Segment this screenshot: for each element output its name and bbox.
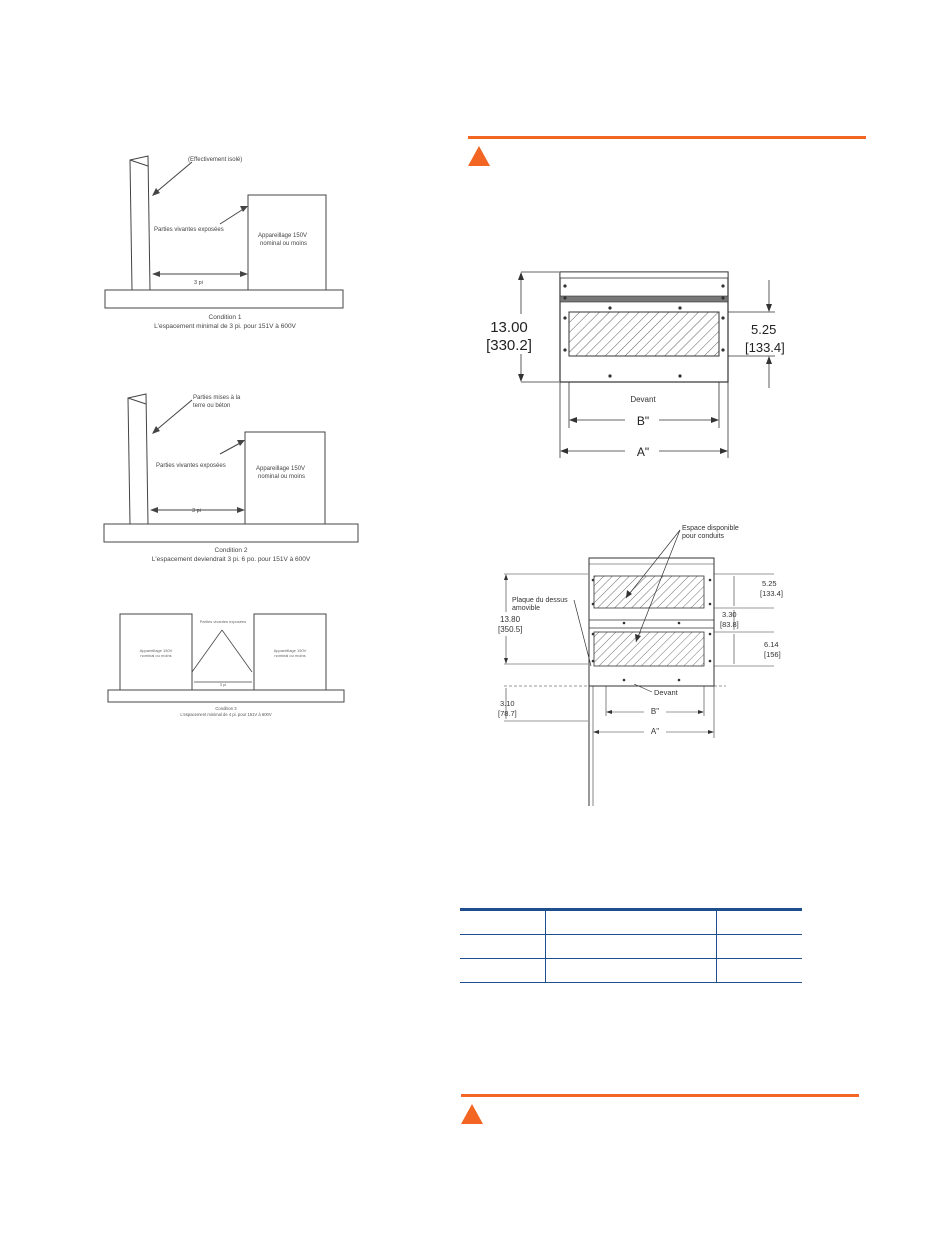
drawing-1-height-dim-mm: [330.2] <box>486 337 532 354</box>
drawing-2-dim-a: A" <box>650 727 660 736</box>
condition-3-diagram <box>106 610 348 720</box>
drawing-2-dim-3: 6.14 <box>764 640 779 649</box>
condition-3-equipment-right-line-1: Appareillage 150V <box>273 648 307 653</box>
drawing-1-dim-b: B" <box>636 414 650 428</box>
drawing-1-height-dim: 13.00 <box>490 319 528 336</box>
condition-2-live-parts: Parties vivantes exposées <box>156 463 226 469</box>
condition-1-diagram <box>100 148 350 338</box>
condition-1-caption-title: Condition 1 <box>208 314 242 321</box>
drawing-2-plate-label-line-2: amovible <box>512 605 541 612</box>
drawing-2-conduit-label-line-2: pour conduits <box>682 533 725 540</box>
condition-1-equipment-line-1: Appareillage 150V <box>258 233 308 239</box>
table-row <box>460 959 802 983</box>
condition-3-equipment-left-line-1: Appareillage 150V <box>139 648 173 653</box>
condition-1-top-label: (Effectivement isolé) <box>188 157 243 163</box>
warning-rule-top <box>468 136 866 139</box>
drawing-2-bottom-dim-mm: [78.7] <box>498 709 517 718</box>
condition-2-diagram <box>100 388 362 568</box>
condition-1-live-parts: Parties vivantes exposées <box>154 227 224 233</box>
warning-rule-bottom <box>461 1094 859 1097</box>
enclosure-double-view-drawing <box>494 516 804 808</box>
drawing-1-front-label: Devant <box>630 395 656 404</box>
drawing-2-dim-1: 5.25 <box>762 579 777 588</box>
condition-1-equipment-line-2: nominal ou moins <box>260 241 308 247</box>
condition-2-caption-title: Condition 2 <box>214 547 248 554</box>
condition-2-top-label-line-2: terre ou béton <box>193 403 231 409</box>
dimensions-table <box>460 908 802 983</box>
drawing-2-height-dim-mm: [350.5] <box>498 625 523 634</box>
drawing-2-dim-b: B" <box>650 707 660 716</box>
drawing-2-plate-label-line-1: Plaque du dessus <box>512 597 568 604</box>
drawing-2-dim-2: 3.30 <box>722 610 737 619</box>
condition-2-distance: 3 pi <box>192 508 201 514</box>
condition-2-equipment-line-2: nominal ou moins <box>258 474 306 480</box>
condition-3-distance: 3 pi <box>219 682 227 687</box>
drawing-1-dim-a: A" <box>636 445 650 459</box>
warning-icon-top <box>468 146 490 166</box>
drawing-2-dim-2-mm: [83.8] <box>720 620 739 629</box>
drawing-2-height-dim: 13.80 <box>500 615 521 624</box>
condition-3-caption-title: Condition 3 <box>215 706 237 711</box>
condition-3-equipment-right-line-2: nominal ou moins <box>274 653 306 658</box>
drawing-2-bottom-dim: 3.10 <box>500 699 515 708</box>
condition-2-equipment-line-1: Appareillage 150V <box>256 466 306 472</box>
drawing-2-dim-3-mm: [156] <box>764 650 781 659</box>
drawing-2-dim-1-mm: [133.4] <box>760 589 783 598</box>
condition-3-caption-text: L'espacement minimal de 4 pi. pour 151V à 600V <box>180 712 272 717</box>
condition-3-live-parts: Parties vivantes exposées <box>199 619 247 624</box>
condition-1-caption-text: L'espacement minimal de 3 pi. pour 151V à 600V <box>154 323 296 330</box>
drawing-1-right-dim: 5.25 <box>751 322 777 337</box>
drawing-2-front-label: Devant <box>654 688 678 697</box>
drawing-2-conduit-label-line-1: Espace disponible <box>682 525 739 532</box>
table-row <box>460 911 802 935</box>
enclosure-top-view-drawing <box>475 268 805 468</box>
warning-icon-bottom <box>461 1104 483 1124</box>
drawing-1-right-dim-mm: [133.4] <box>745 340 785 355</box>
condition-3-equipment-left-line-2: nominal ou moins <box>140 653 172 658</box>
table-row <box>460 935 802 959</box>
condition-2-caption-text: L'espacement deviendrait 3 pi. 6 po. pour 151V à 600V <box>151 556 311 563</box>
condition-2-top-label-line-1: Parties mises à la <box>193 395 241 401</box>
condition-1-distance: 3 pi <box>194 280 203 286</box>
